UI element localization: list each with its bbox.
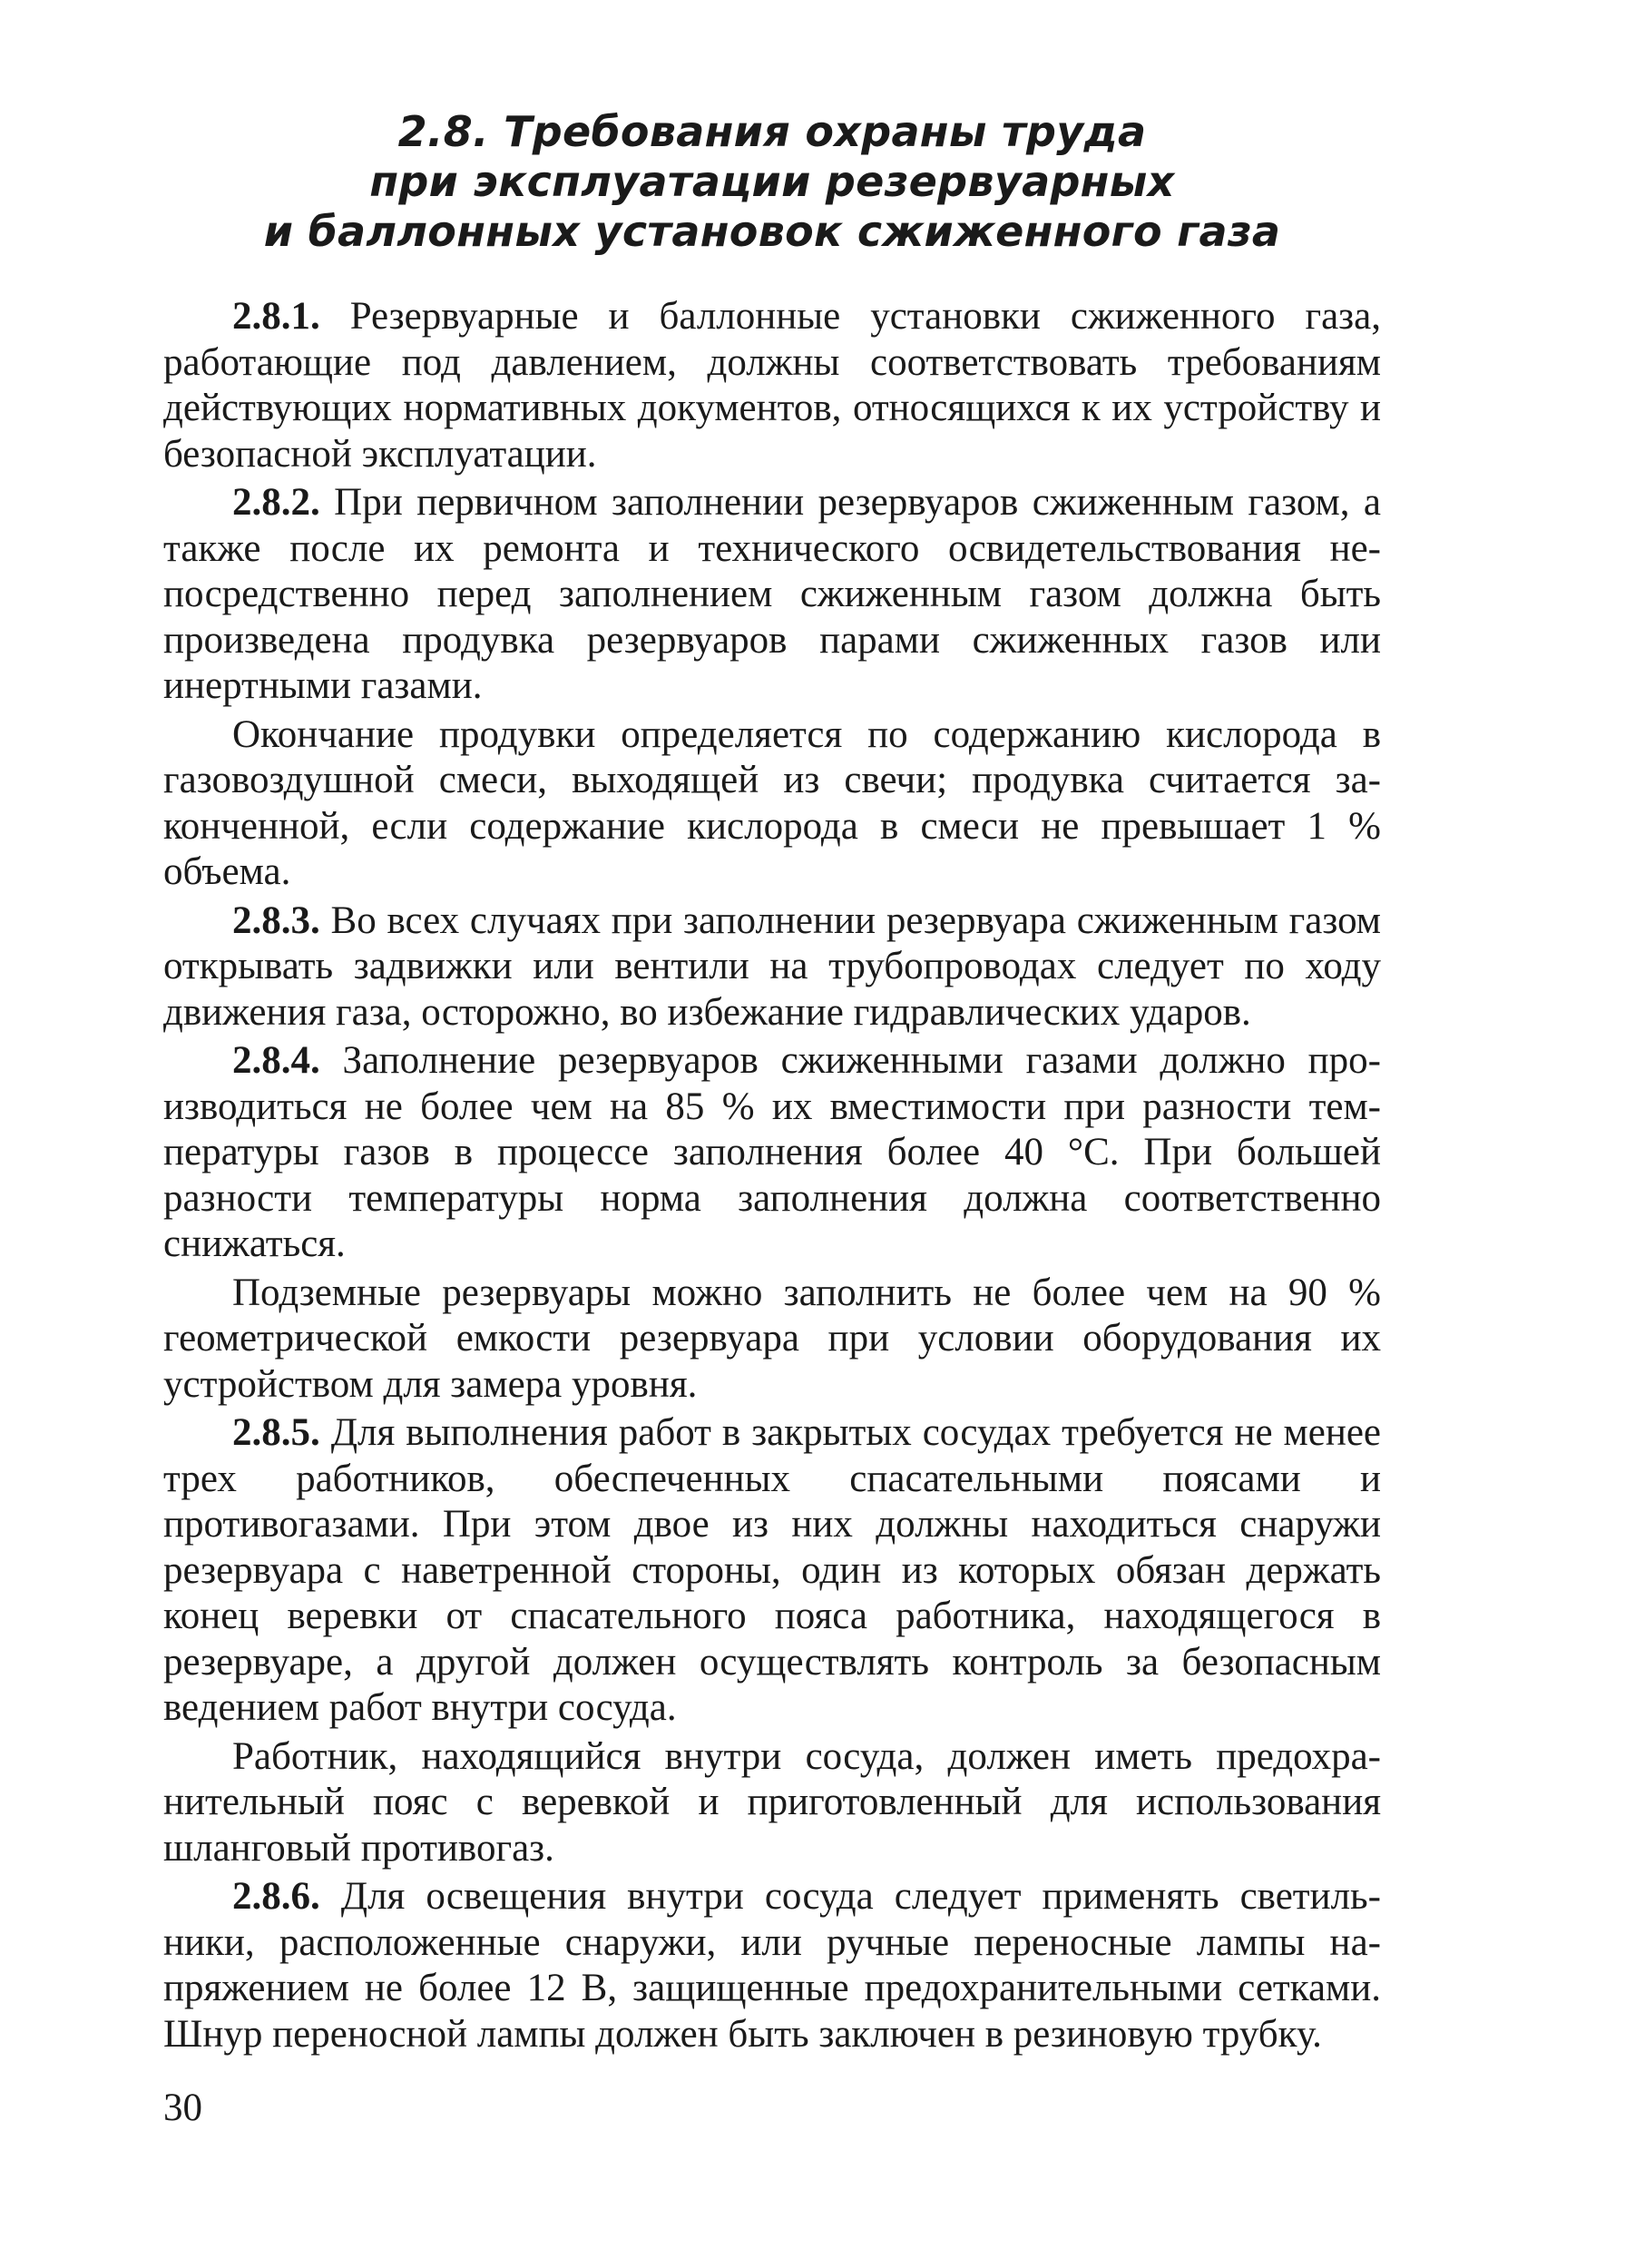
paragraph-text: Во всех случаях при заполнении резервуара сжиженным газом открывать задвижки или вентили на трубопроводах следует по ходу движения газа, осторожно, во избежание гидравлических ударов. [163, 898, 1381, 1034]
paragraph-text: Заполнение резервуаров сжиженными газами должно производиться не более чем на 85 % их вместимости при разности температуры газов в процессе заполнения более 40 °C. При большей разности температуры норма заполнения должна соответственно снижаться. [163, 1039, 1381, 1265]
paragraph-number: 2.8.4. [232, 1039, 320, 1082]
paragraph-text: При первичном заполнении резервуаров сжиженным газом, а также после их ремонта и технического освидетельствования непосредственно перед заполнением сжиженным газом должна быть произведена продувка резервуаров парами сжиженных газов или инертными газами. [163, 481, 1381, 707]
paragraph-text: Окончание продувки определяется по содержанию кислорода в газовоздушной смеси, выходящей из свечи; продувка считается законченной, если содержание кислорода в смеси не превышает 1 % объема. [163, 712, 1381, 893]
paragraph-2-8-4-continued [163, 1271, 1381, 1409]
paragraph-2-8-4 [163, 1038, 1381, 1268]
paragraph-number: 2.8.1. [232, 295, 320, 338]
paragraph-text: Резервуарные и баллонные установки сжиженного газа, работающие под давлением, должны соответствовать требованиям действующих нормативных документов, относящихся к их устройству и безопасной эксплуатации. [163, 295, 1381, 476]
section-heading-line-1: 2.8. Требования охраны труда [397, 107, 1147, 156]
paragraph-number: 2.8.6. [232, 1875, 320, 1918]
paragraph-2-8-2 [163, 480, 1381, 710]
paragraph-number: 2.8.3. [232, 898, 320, 942]
paragraph-text: Для выполнения работ в закрытых сосудах требуется не менее трех работников, обеспеченных спасательными поясами и противогазами. При этом двое из них должны находиться снаружи резервуара с наветренной стороны, один из которых обязан держать конец веревки от спасательного пояса работника, находящегося в резервуаре, а другой должен осуществлять контроль за безопасным ведением работ внутри сосуда. [163, 1411, 1381, 1729]
paragraph-2-8-1 [163, 294, 1381, 477]
paragraph-2-8-6 [163, 1874, 1381, 2057]
paragraph-text: Для освещения внутри сосуда следует применять светильники, расположенные снаружи, или ручные переносные лампы напряжением не более 12 В, защищенные предохранительными сетками. Шнур переносной лампы должен быть заключен в резиновую трубку. [163, 1875, 1381, 2056]
paragraph-2-8-5 [163, 1410, 1381, 1732]
paragraph-number: 2.8.2. [232, 481, 320, 524]
section-heading-line-2: при эксплуатации резервуарных [369, 157, 1175, 206]
paragraph-text: Работник, находящийся внутри сосуда, должен иметь предохранительный пояс с веревкой и приготовленный для использования шланговый противогаз. [163, 1734, 1381, 1870]
paragraph-2-8-5-continued [163, 1734, 1381, 1872]
paragraph-number: 2.8.5. [232, 1411, 320, 1454]
section-heading-line-3: и баллонных установок сжиженного газа [263, 207, 1281, 256]
section-heading [163, 107, 1381, 257]
paragraph-text: Подземные резервуары можно заполнить не более чем на 90 % геометрической емкости резервуара при условии оборудования их устройством для замера уровня. [163, 1271, 1381, 1406]
paragraph-2-8-3 [163, 898, 1381, 1036]
paragraph-2-8-2-continued [163, 712, 1381, 896]
body-text [163, 294, 1381, 2057]
page-number: 30 [163, 2086, 202, 2129]
